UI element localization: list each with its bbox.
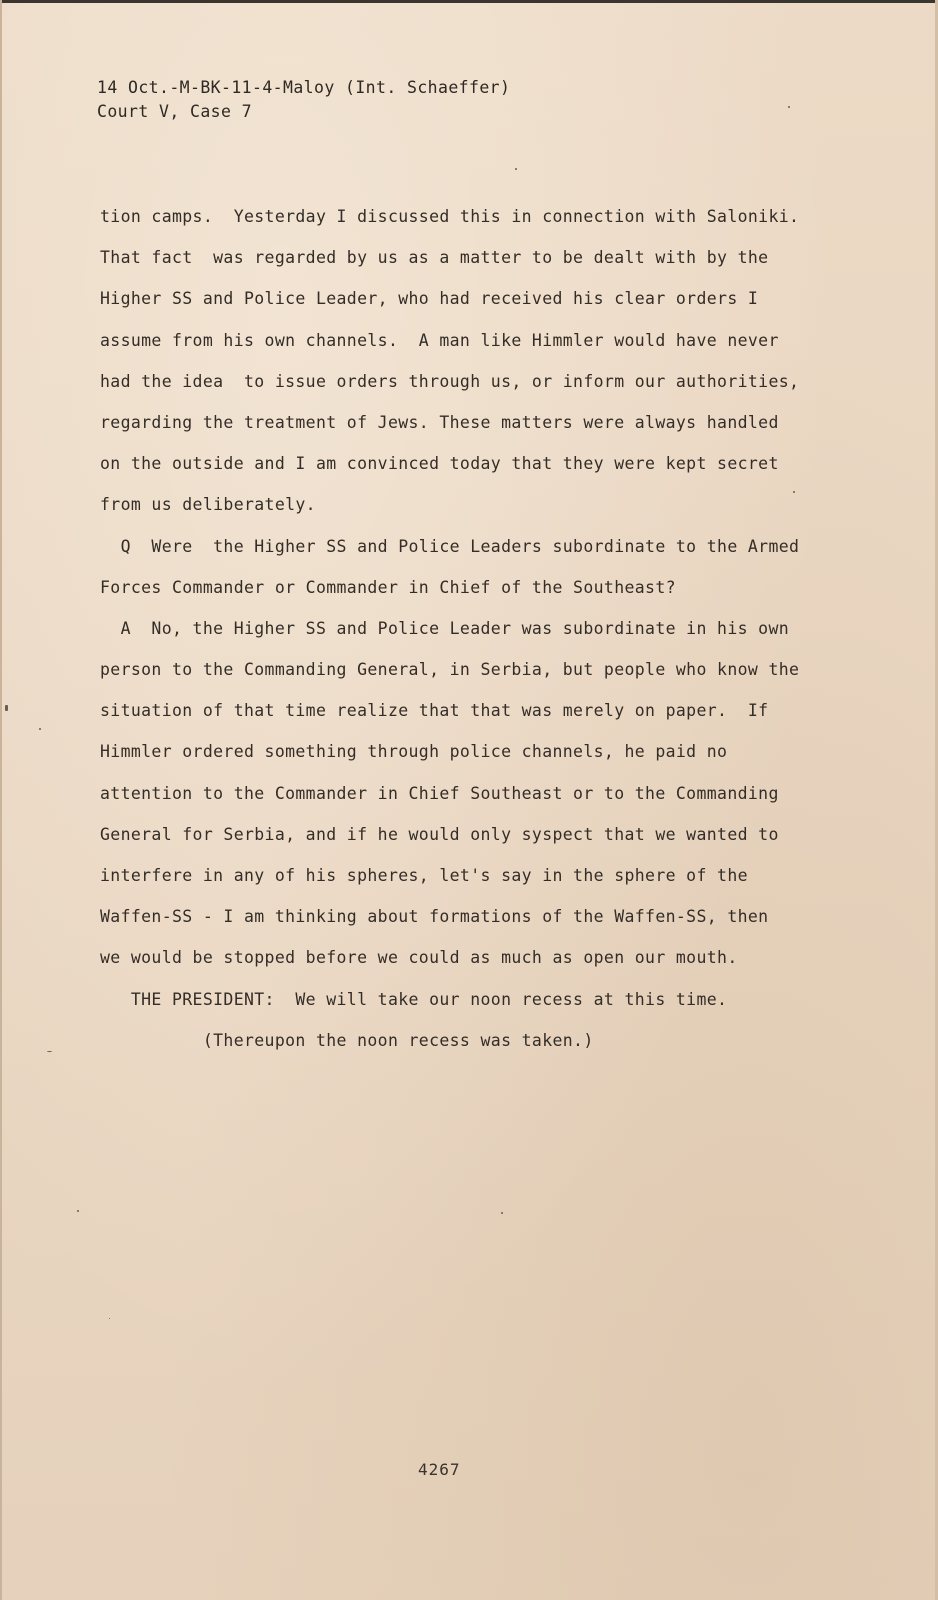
answer-line: Waffen-SS - I am thinking about formations of the Waffen-SS, then	[100, 907, 769, 927]
body-line: had the idea to issue orders through us, or inform our authorities,	[100, 371, 800, 391]
answer-line: Himmler ordered something through police channels, he paid no	[100, 742, 728, 762]
paper-speck	[515, 168, 517, 170]
body-line: on the outside and I am convinced today that they were kept secret	[100, 454, 779, 474]
answer-line: we would be stopped before we could as much as open our mouth.	[100, 948, 738, 968]
answer-line: person to the Commanding General, in Serbia, but people who know the	[100, 660, 800, 680]
body-line: That fact was regarded by us as a matter to be dealt with by the	[100, 248, 769, 268]
answer-line: situation of that time realize that that was merely on paper. If	[100, 701, 769, 721]
paper-speck	[501, 1212, 503, 1214]
paper-speck	[5, 705, 8, 711]
paper-speck	[77, 1210, 79, 1212]
paper-speck	[39, 728, 41, 730]
body-line: from us deliberately.	[100, 495, 316, 515]
answer-line: General for Serbia, and if he would only syspect that we wanted to	[100, 824, 779, 844]
answer-line: interfere in any of his spheres, let's say in the sphere of the	[100, 866, 748, 885]
paper-speck	[788, 106, 790, 108]
president-statement-line: THE PRESIDENT: We will take our noon recess at this time.	[100, 989, 728, 1009]
body-line: tion camps. Yesterday I discussed this in connection with Saloniki.	[100, 207, 800, 226]
question-line: Forces Commander or Commander in Chief of the Southeast?	[100, 577, 676, 597]
question-line: Q Were the Higher SS and Police Leaders subordinate to the Armed	[100, 536, 800, 556]
answer-line: A No, the Higher SS and Police Leader was subordinate in his own	[100, 618, 790, 638]
header-court-line: Court V, Case 7	[97, 102, 253, 121]
body-line: regarding the treatment of Jews. These matters were always handled	[100, 412, 779, 432]
page-number: 4267	[418, 1460, 461, 1479]
body-line: assume from his own channels. A man like Himmler would have never	[100, 330, 779, 350]
paper-speck	[109, 1318, 110, 1319]
body-line: Higher SS and Police Leader, who had received his clear orders I	[100, 289, 759, 309]
document-header	[97, 76, 510, 124]
header-reference-line: 14 Oct.-M-BK-11-4-Maloy (Int. Schaeffer)	[97, 78, 511, 97]
page-top-edge	[0, 0, 938, 3]
recess-note-line: (Thereupon the noon recess was taken.)	[100, 1030, 594, 1050]
answer-line: attention to the Commander in Chief Southeast or to the Commanding	[100, 783, 779, 803]
transcript-body	[100, 196, 800, 1061]
paper-speck	[793, 491, 795, 493]
paper-speck	[47, 1051, 52, 1052]
page-left-edge	[0, 0, 2, 1600]
